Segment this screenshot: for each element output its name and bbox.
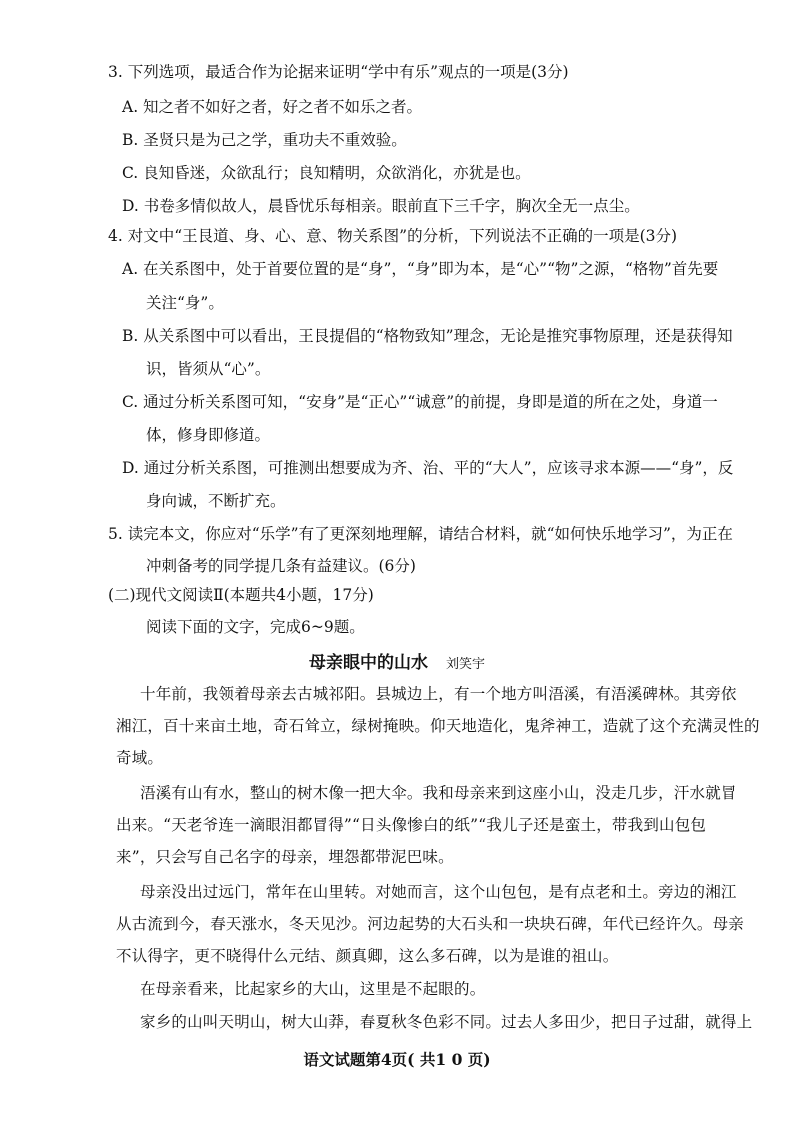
paragraph-2-line-2: 出来。“天老爷连一滴眼泪都冒得”“日头像惨白的纸”“我儿子还是蛮土，带我到山包包 (116, 816, 707, 834)
section-instruction: 阅读下面的文字，完成6~9题。 (146, 618, 365, 636)
question-3-option-b: B. 圣贤只是为己之学，重功夫不重效验。 (122, 131, 407, 149)
paragraph-3-line-2: 从古流到今，春天涨水，冬天见沙。河边起势的大石头和一块块石碑，年代已经许久。母亲 (116, 915, 745, 933)
question-3-option-d: D. 书卷多情似故人，晨昏忧乐每相亲。眼前直下三千字，胸次全无一点尘。 (122, 197, 640, 215)
paragraph-1-line-3: 奇域。 (116, 749, 164, 767)
question-4-option-c-cont: 体，修身即修道。 (146, 426, 271, 444)
paragraph-3-line-1: 母亲没出过远门，常年在山里转。对她而言，这个山包包，是有点老和土。旁边的湘江 (140, 883, 737, 901)
question-3-option-a: A. 知之者不如好之者，好之者不如乐之者。 (122, 98, 423, 116)
question-3-option-c: C. 良知昏迷，众欲乱行；良知精明，众欲消化，亦犹是也。 (122, 164, 531, 182)
question-5-line-1: 5. 读完本文，你应对“乐学”有了更深刻地理解，请结合材料，就“如何快乐地学习”，为正在 (108, 525, 733, 543)
question-4-option-d-cont: 身向诚，不断扩充。 (146, 492, 286, 510)
question-4-option-b: B. 从关系图中可以看出，王艮提倡的“格物致知”理念，无论是推究事物原理，还是获得知 (122, 327, 733, 345)
paragraph-1-line-2: 湘江，百十来亩土地，奇石耸立，绿树掩映。仰天地造化，鬼斧神工，造就了这个充满灵性的 (116, 717, 760, 735)
question-4-option-a: A. 在关系图中，处于首要位置的是“身”，“身”即为本，是“心”“物”之源，“格物”首先要 (122, 260, 719, 278)
paragraph-5-line-1: 家乡的山叫天明山，树大山莽，春夏秋冬色彩不同。过去人多田少，把日子过甜，就得上 (140, 1013, 753, 1031)
paragraph-3-line-3: 不认得字，更不晓得什么元结、颜真卿，这么多石碑，以为是谁的祖山。 (116, 947, 619, 965)
question-4-option-c: C. 通过分析关系图可知，“安身”是“正心”“诚意”的前提，身即是道的所在之处，身道一 (122, 393, 718, 411)
paragraph-2-line-1: 浯溪有山有水，整山的树木像一把大伞。我和母亲来到这座小山，没走几步，汗水就冒 (140, 784, 737, 802)
article-title-text: 母亲眼中的山水 (308, 653, 428, 673)
page-footer: 语文试题第4页( 共1 0 页) (303, 1050, 491, 1069)
article-author: 刘笑宇 (445, 657, 485, 672)
question-5-line-2: 冲刺备考的同学提几条有益建议。(6分) (146, 557, 416, 575)
paragraph-2-line-3: 来”，只会写自己名字的母亲，埋怨都带泥巴味。 (116, 848, 454, 866)
question-4-option-a-cont: 关注“身”。 (146, 294, 224, 312)
question-3-stem: 3. 下列选项，最适合作为论据来证明“学中有乐”观点的一项是(3分) (108, 63, 569, 81)
paragraph-4-line-1: 在母亲看来，比起家乡的大山，这里是不起眼的。 (140, 980, 486, 998)
question-4-option-d: D. 通过分析关系图，可推测出想要成为齐、治、平的“大人”，应该寻求本源——“身”，反 (122, 459, 734, 477)
paragraph-1-line-1: 十年前，我领着母亲去古城祁阳。县城边上，有一个地方叫浯溪，有浯溪碑林。其旁依 (140, 685, 737, 703)
section-heading: (二)现代文阅读Ⅱ(本题共4小题，17分) (108, 586, 374, 604)
question-4-stem: 4. 对文中“王艮道、身、心、意、物关系图”的分析，下列说法不正确的一项是(3分) (108, 227, 678, 245)
question-4-option-b-cont: 识，皆须从“心”。 (146, 360, 271, 378)
article-title (0, 648, 794, 673)
